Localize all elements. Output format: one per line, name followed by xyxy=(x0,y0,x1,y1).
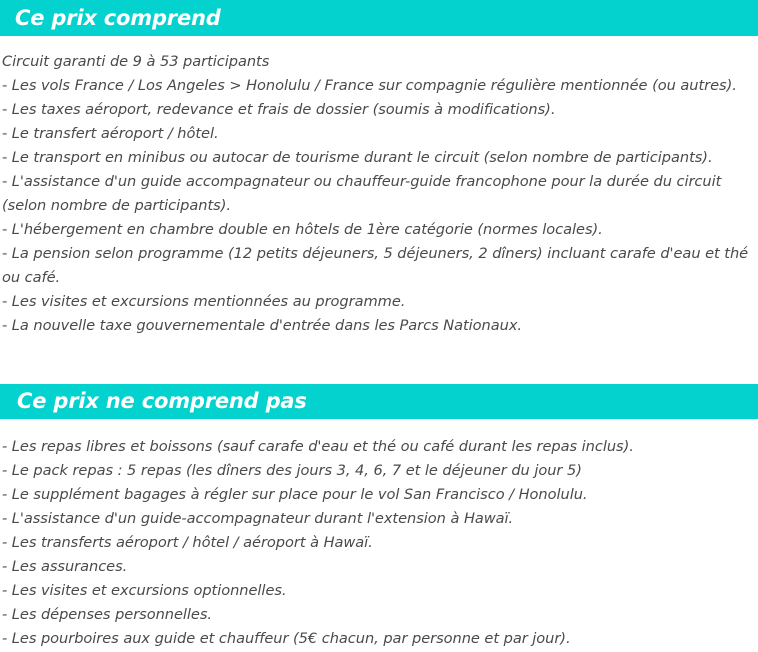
list-item: - Les repas libres et boissons (sauf carafe d'eau et thé ou café durant les repas inclus). xyxy=(2,438,634,455)
list-item: - Le supplément bagages à régler sur place pour le vol San Francisco / Honolulu. xyxy=(2,486,588,503)
section-title-included: Ce prix comprend xyxy=(15,6,221,30)
spacer xyxy=(0,36,758,50)
list-item: - Les vols France / Los Angeles > Honolulu / France sur compagnie régulière mentionnée (ou autres). xyxy=(2,77,737,94)
list-item: - Les pourboires aux guide et chauffeur (5€ chacun, par personne et par jour). xyxy=(2,630,571,647)
list-item: - L'hébergement en chambre double en hôtels de 1ère catégorie (normes locales). xyxy=(2,221,603,238)
list-item: - L'assistance d'un guide-accompagnateur durant l'extension à Hawaï. xyxy=(2,510,514,527)
list-item: - La nouvelle taxe gouvernementale d'entrée dans les Parcs Nationaux. xyxy=(2,317,523,334)
list-item: - Le transport en minibus ou autocar de tourisme durant le circuit (selon nombre de participants). xyxy=(2,149,713,166)
list-item: - Les dépenses personnelles. xyxy=(2,606,212,623)
section-header-included xyxy=(0,0,758,36)
intro-line: Circuit garanti de 9 à 53 participants xyxy=(2,53,270,70)
section-gap xyxy=(0,338,758,384)
spacer xyxy=(0,419,758,435)
list-item: - La pension selon programme (12 petits déjeuners, 5 déjeuners, 2 dîners) incluant carafe d'eau et thé ou café. xyxy=(2,245,749,286)
section-body-not-included xyxy=(0,435,758,651)
section-header-not-included xyxy=(0,384,758,419)
section-body-included xyxy=(0,50,758,338)
list-item: - Les visites et excursions optionnelles. xyxy=(2,582,287,599)
list-item: - Le transfert aéroport / hôtel. xyxy=(2,125,219,142)
list-item: - L'assistance d'un guide accompagnateur ou chauffeur-guide francophone pour la durée du circuit (selon nombre de participants). xyxy=(2,173,722,214)
section-title-not-included: Ce prix ne comprend pas xyxy=(17,389,307,413)
list-item: - Les taxes aéroport, redevance et frais de dossier (soumis à modifications). xyxy=(2,101,556,118)
list-item: - Les visites et excursions mentionnées au programme. xyxy=(2,293,406,310)
list-item: - Les transferts aéroport / hôtel / aéroport à Hawaï. xyxy=(2,534,373,551)
list-item: - Le pack repas : 5 repas (les dîners des jours 3, 4, 6, 7 et le déjeuner du jour 5) xyxy=(2,462,582,479)
list-item: - Les assurances. xyxy=(2,558,128,575)
